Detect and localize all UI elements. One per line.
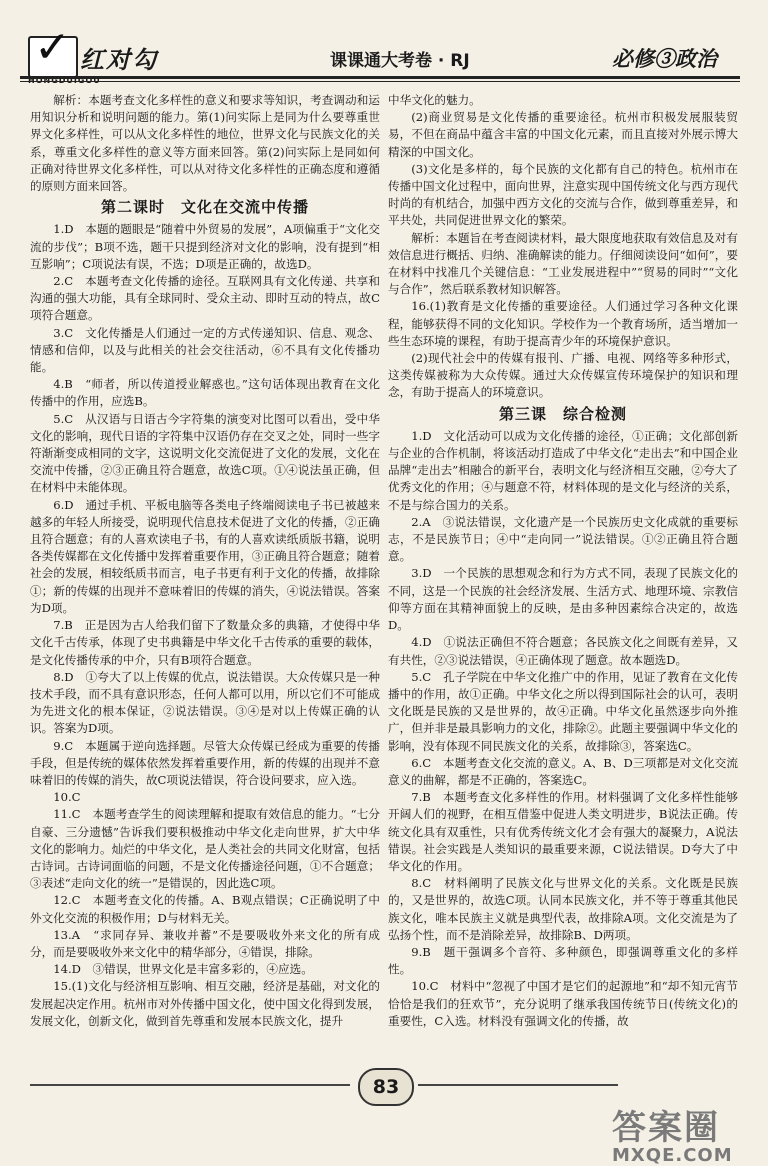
- answer-paragraph: 9.C 本题属于逆向选择题。尽管大众传媒已经成为重要的传播手段，但是传统的媒体依然发挥着重要作用，新的传媒的出现并不意味着旧的传媒的消失，故C项说法错误，符合设问要求，应入选。: [30, 738, 380, 787]
- footer-line-left: [30, 1084, 350, 1086]
- page-header: [0, 0, 768, 88]
- answer-paragraph: 4.D ①说法正确但不符合题意；各民族文化之间既有差异，又有共性，②③说法错误，④正确体现了题意。故本题选D。: [388, 635, 738, 667]
- answer-paragraph: 7.B 本题考查文化多样性的作用。材料强调了文化多样性能够开阔人们的视野，在相互借鉴中促进人类文明进步，B说法正确。传统文化具有双重性，只有优秀传统文化才会有强大的凝聚力，A说法错误。社会实践是人类知识的最重要来源，C说法错误。D夸大了中华文化的作用。: [388, 790, 738, 873]
- answer-paragraph: 10.C 材料中“忽视了中国才是它们的起源地”和“却不知元宵节恰恰是我们的狂欢节”，充分说明了继承我国传统节日(传统文化)的重要性，C入选。材料没有强调文化的传播，故: [388, 979, 738, 1028]
- footer-line-right: [418, 1084, 618, 1086]
- answer-paragraph: (3)文化是多样的，每个民族的文化都有自己的特色。杭州市在传播中国文化过程中，面向世界，注意实现中国传统文化与西方现代时尚的有机结合，加强中西方文化的交流与合作，做到尊重差异，和平共处，共同促进世界文化的繁荣。: [388, 161, 738, 228]
- answer-paragraph: 4.B “师者，所以传道授业解惑也。”这句话体现出教育在文化传播中的作用，应选B。: [30, 377, 380, 409]
- header-divider: [20, 76, 740, 79]
- left-column: [30, 92, 380, 1030]
- answer-paragraph: 9.B 题干强调多个音符、多种颜色，即强调尊重文化的多样性。: [388, 944, 738, 977]
- section-heading: 第二课时 文化在交流中传播: [100, 198, 309, 217]
- answer-paragraph: 解析：本题考查文化多样性的意义和要求等知识，考查调动和运用知识分析和说明问题的能力。第(1)问实际上是同为什么要尊重世界文化多样性，可以从文化多样性的地位，世界文化与民族文化的关系，尊重文化多样性的意义等方面来回答。第(2)问实际上是同如何正确对待世界文化多样性，可以从对待文化多样性的正确态度和遵循的原则方面来回答。: [30, 93, 380, 194]
- checkmark-icon: ✓: [34, 22, 71, 73]
- answer-paragraph: 6.C 本题考查文化交流的意义。A、B、D三项都是对文化交流意义的曲解，都是不正确的，答案选C。: [388, 755, 738, 787]
- answer-paragraph: 3.C 文化传播是人们通过一定的方式传递知识、信息、观念、情感和信仰，以及与此相关的社会交往活动，⑥不具有文化传播功能。: [30, 325, 380, 375]
- series-title: 课课通大考卷 · RJ: [330, 51, 470, 71]
- watermark-text: 答案圈: [612, 1108, 720, 1148]
- answer-paragraph: 12.C 本题考查文化的传播。A、B观点错误；C正确说明了中外文化交流的积极作用；D与材料无关。: [30, 893, 380, 925]
- watermark-url: MXQE.COM: [612, 1145, 733, 1166]
- answer-paragraph: 5.C 从汉语与日语古今字符集的演变对比图可以看出，受中华文化的影响，现代日语的字符集中汉语仍存在交叉之处，同时一些字符渐渐变成相同的文字，这说明文化交流促进了文化的发展，文化在交流中传播，②③正确且符合题意，故选C项。①④说法虽正确，但在材料中未能体现。: [30, 411, 380, 495]
- answer-paragraph: 14.D ③错误，世界文化是丰富多彩的，④应选。: [53, 962, 313, 977]
- subject-title: 必修③政治: [612, 46, 717, 71]
- right-column: [388, 92, 738, 1030]
- answer-paragraph: 11.C 本题考查学生的阅读理解和提取有效信息的能力。“七分自豪、三分遗憾”告诉我们要积极推动中华文化走向世界，扩大中华文化的影响力。灿烂的中华文化，是人类社会的共同文化财富，包括古诗词。古诗词面临的问题，不是文化传播途径问题，①不合题意；③表述“走向文化的统一”是错误的，因此选C项。: [30, 807, 380, 891]
- answer-paragraph: 解析：本题旨在考查阅读材料，最大限度地获取有效信息及对有效信息进行概括、归纳、准确解读的能力。仔细阅读设问“如何”，要在材料中找准几个关键信息：“工业发展进程中”“贸易的同时”“文化与合作”，然后联系教材知识解答。: [388, 230, 738, 297]
- answer-paragraph: 15.(1)文化与经济相互影响、相互交融，经济是基础，对文化的发展起决定作用。杭州市对外传播中国文化，使中国文化得到发展，发展文化，创新文化，做到首先尊重和发展本民族文化，提升: [30, 979, 380, 1028]
- answer-paragraph: 8.C 材料阐明了民族文化与世界文化的关系。文化既是民族的，又是世界的，故选C项。认同本民族文化，并不等于尊重其他民族文化，唯本民族主义就是典型代表，故排除A项。文化交流是为了弘扬个性，而不是消除差异，故排除B、D两项。: [388, 876, 738, 942]
- answer-paragraph: (2)商业贸易是文化传播的重要途径。杭州市积极发展服装贸易，不但在商品中蕴含丰富的中国文化元素，而且直接对外展示博大精深的中国文化。: [388, 110, 738, 159]
- answer-paragraph: 7.B 正是因为古人给我们留下了数量众多的典籍，才使得中华文化千古传承，体现了史书典籍是中华文化千古传承的重要的载体，是文化传播传承的中介，只有B项符合题意。: [30, 618, 380, 667]
- answer-paragraph: 2.C 本题考查文化传播的途径。互联网具有文化传递、共享和沟通的强大功能，具有全球同时、受众主动、即时互动的特点，故C项符合题意。: [30, 274, 380, 323]
- watermark-logo: [612, 1100, 762, 1166]
- answer-paragraph: 5.C 孔子学院在中华文化推广中的作用，见证了教育在文化传播中的作用，故①正确。中华文化之所以得到国际社会的认可，表明文化既是民族的又是世界的，故④正确。中华文化虽然逐步向外推广，但并非是最具影响力的文化，排除②。此题主要强调中华文化的影响，没有体现不同民族文化的关系，故排除③，答案选C。: [388, 669, 738, 753]
- page-number: 83: [358, 1068, 414, 1106]
- answer-paragraph: 10.C: [53, 790, 81, 805]
- answer-paragraph: 2.A ③说法错误，文化遗产是一个民族历史文化成就的重要标志，不是民族节日；④中“走向同一”说法错误。①②正确且符合题意。: [388, 514, 738, 564]
- brand-logo: [28, 22, 178, 78]
- answer-paragraph: 13.A “求同存异、兼收并蓄”不是要吸收外来文化的所有成分，而是要吸收外来文化中的精华部分，④错误，排除。: [30, 927, 380, 959]
- logo-text: 红对勾: [80, 45, 158, 74]
- section-heading: 第三课 综合检测: [498, 404, 627, 423]
- answer-paragraph: 8.D ①夸大了以上传媒的优点，说法错误。大众传媒只是一种技术手段，而不具有意识形态，任何人都可以用，所以它们不可能成为先进文化的根本保证，②说法错误。③④是对以上传媒正确的认识。答案为D项。: [30, 669, 380, 736]
- answer-paragraph: 1.D 文化活动可以成为文化传播的途径，①正确；文化部创新与企业的合作机制，将该活动打造成了中华文化“走出去”和中国企业品牌“走出去”相融合的新平台，表明文化与经济相互交融，②夸大了优秀文化的作用；④与题意不符，材料体现的是文化与经济的关系，不是与综合国力的关系。: [388, 428, 738, 512]
- answer-paragraph: 3.D 一个民族的思想观念和行为方式不同，表现了民族文化的不同，这是一个民族的社会经济发展、生活方式、地理环境、宗教信仰等方面在其精神面貌上的反映，是由多种因素综合决定的，故选D。: [388, 566, 738, 633]
- answer-paragraph: (2)现代社会中的传媒有报刊、广播、电视、网络等多种形式，这类传媒被称为大众传媒。通过大众传媒宣传环境保护的知识和理念，有助于提高人的环境意识。: [388, 351, 738, 400]
- answer-paragraph: 16.(1)教育是文化传播的重要途径。人们通过学习各种文化课程，能够获得不同的文化知识。学校作为一个教育场所，适当增加一些生态环境的课程，有助于提高青少年的环境保护意识。: [388, 299, 738, 348]
- answer-paragraph: 中华文化的魅力。: [388, 93, 481, 107]
- page-footer: [0, 1060, 768, 1166]
- header-divider-thin: [20, 81, 740, 82]
- answer-paragraph: 1.D 本题的题眼是“随着中外贸易的发展”，A项偏重于“文化交流的步伐”；B项不选，题干只提到经济对文化的影响，没有提到“相互影响”；C项说法有误，不选；D项是正确的，故选D。: [30, 222, 380, 271]
- answer-paragraph: 6.D 通过手机、平板电脑等各类电子终端阅读电子书已被越来越多的年轻人所接受，说明现代信息技术促进了文化的传播，②正确且符合题意；有的人喜欢读电子书，有的人喜欢读纸质版书籍，说明各类传媒都在文化传播中发挥着重要作用，③正确且符合题意；随着社会的发展，相较纸质书而言，电子书更有利于文化的传播，故排除①；新的传媒的出现并不意味着旧的传媒的消失，④说法错误。答案为D项。: [30, 497, 380, 615]
